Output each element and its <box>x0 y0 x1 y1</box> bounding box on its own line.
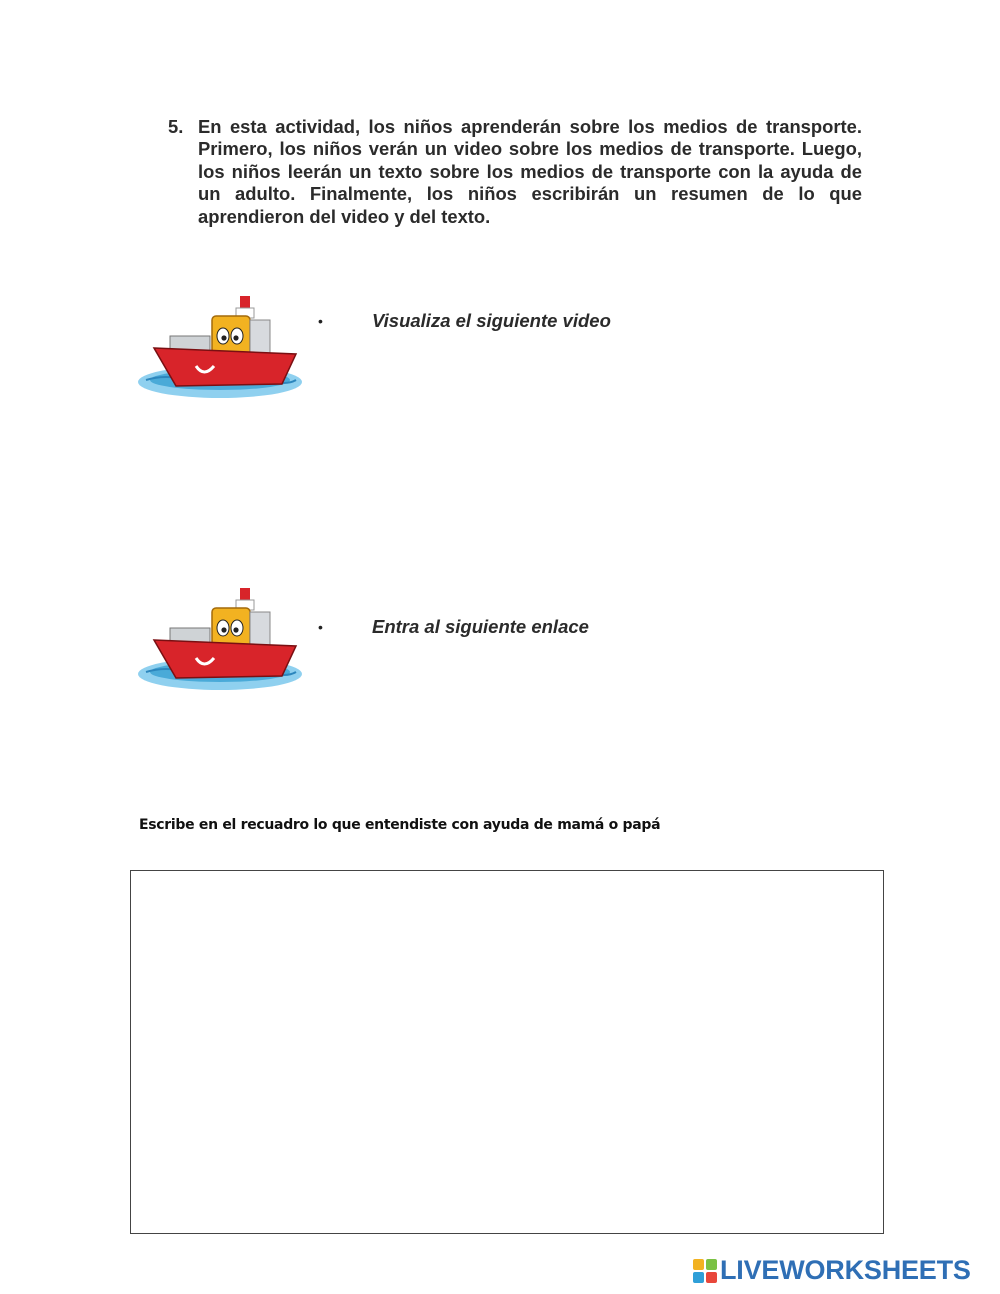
boat-illustration-icon <box>136 292 308 404</box>
liveworksheets-logo-icon <box>693 1259 717 1283</box>
step-video-label: Visualiza el siguiente video <box>372 310 611 331</box>
bullet-icon: • <box>318 313 323 329</box>
answer-box[interactable] <box>130 870 884 1234</box>
instruction-paragraph <box>168 116 862 228</box>
instruction-number: 5. <box>168 116 184 137</box>
boat-illustration-icon <box>136 584 308 696</box>
step-link <box>318 616 589 638</box>
liveworksheets-logo <box>693 1255 971 1286</box>
brand-name: LIVEWORKSHEETS <box>720 1255 971 1285</box>
step-link-label: Entra al siguiente enlace <box>372 616 589 637</box>
step-video <box>318 310 611 332</box>
bullet-icon: • <box>318 619 323 635</box>
instruction-text: En esta actividad, los niños aprenderán sobre los medios de transporte. Primero, los niños verán un video sobre los medios de transporte. Luego, los niños leerán un texto sobre los medios de transporte con la ayuda de un adulto. Finalmente, los niños escribirán un resumen de lo que aprendieron del video y del texto. <box>198 116 862 227</box>
answer-prompt: Escribe en el recuadro lo que entendiste con ayuda de mamá o papá <box>139 817 661 833</box>
